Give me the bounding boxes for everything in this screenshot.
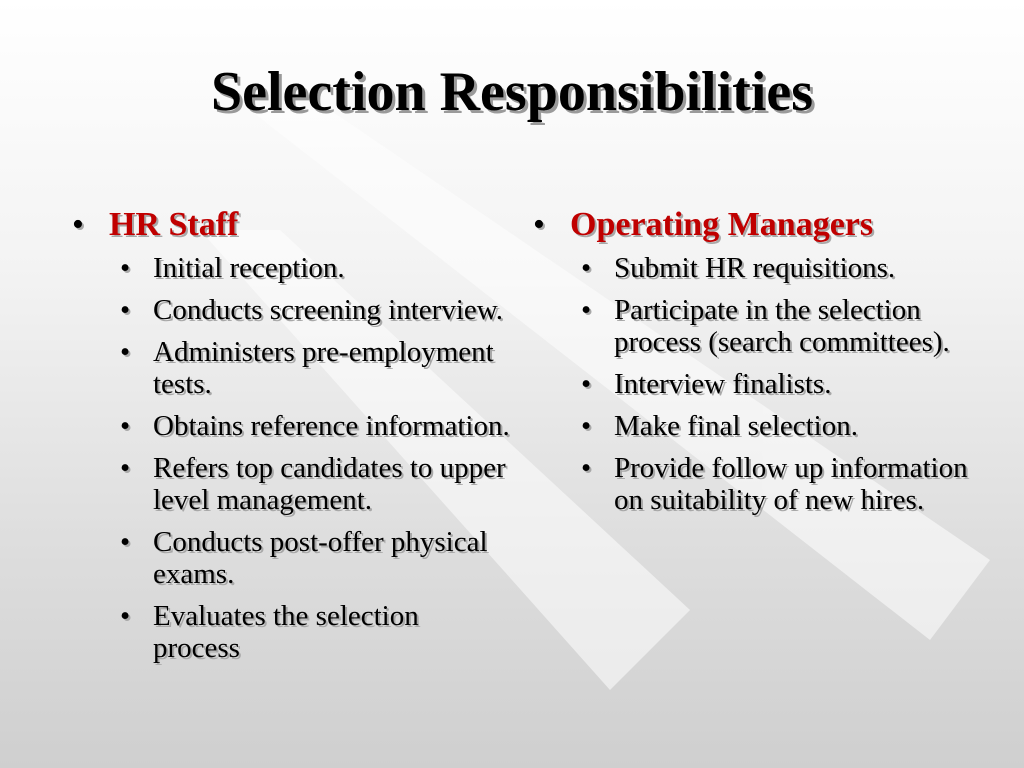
bullet-icon: • — [120, 335, 131, 368]
bullet-icon: • — [581, 409, 592, 442]
operating-managers-list — [533, 252, 993, 516]
bullet-icon: • — [120, 451, 131, 484]
list-item-text: Participate in the selection process (search committees). — [614, 293, 950, 358]
slide-title: Selection Responsibilities — [210, 61, 814, 123]
list-item — [120, 336, 512, 400]
list-item-text: Refers top candidates to upper level management. — [153, 451, 506, 516]
operating-managers-column — [533, 205, 993, 526]
bullet-icon: • — [120, 409, 131, 442]
bullet-icon: • — [120, 293, 131, 326]
bullet-icon: • — [72, 206, 84, 243]
list-item-text: Initial reception. — [153, 251, 345, 284]
list-item-text: Provide follow up information on suitability of new hires. — [614, 451, 968, 516]
bullet-icon: • — [581, 451, 592, 484]
bullet-icon: • — [120, 525, 131, 558]
list-item-text: Obtains reference information. — [153, 409, 510, 442]
hr-staff-column — [72, 205, 512, 674]
list-item-text: Conducts post-offer physical exams. — [153, 525, 488, 590]
operating-managers-heading-label: Operating Managers — [570, 206, 874, 243]
list-item-text: Conducts screening interview. — [153, 293, 504, 326]
list-item-text: Evaluates the selection process — [153, 599, 419, 664]
list-item — [120, 294, 512, 326]
bullet-icon: • — [120, 251, 131, 284]
operating-managers-heading — [533, 205, 993, 246]
hr-staff-heading-label: HR Staff — [109, 206, 239, 243]
list-item — [120, 600, 512, 664]
list-item-text: Submit HR requisitions. — [614, 251, 896, 284]
list-item — [581, 294, 993, 358]
bullet-icon: • — [581, 293, 592, 326]
list-item-text: Administers pre-employment tests. — [153, 335, 494, 400]
list-item — [581, 410, 993, 442]
list-item — [120, 410, 512, 442]
bullet-icon: • — [581, 367, 592, 400]
list-item — [581, 252, 993, 284]
bullet-icon: • — [120, 599, 131, 632]
list-item-text: Interview finalists. — [614, 367, 832, 400]
bullet-icon: • — [581, 251, 592, 284]
list-item-text: Make final selection. — [614, 409, 858, 442]
hr-staff-list — [72, 252, 512, 664]
list-item — [581, 368, 993, 400]
list-item — [120, 452, 512, 516]
hr-staff-heading — [72, 205, 512, 246]
bullet-icon: • — [533, 206, 545, 243]
list-item — [120, 526, 512, 590]
list-item — [120, 252, 512, 284]
list-item — [581, 452, 993, 516]
